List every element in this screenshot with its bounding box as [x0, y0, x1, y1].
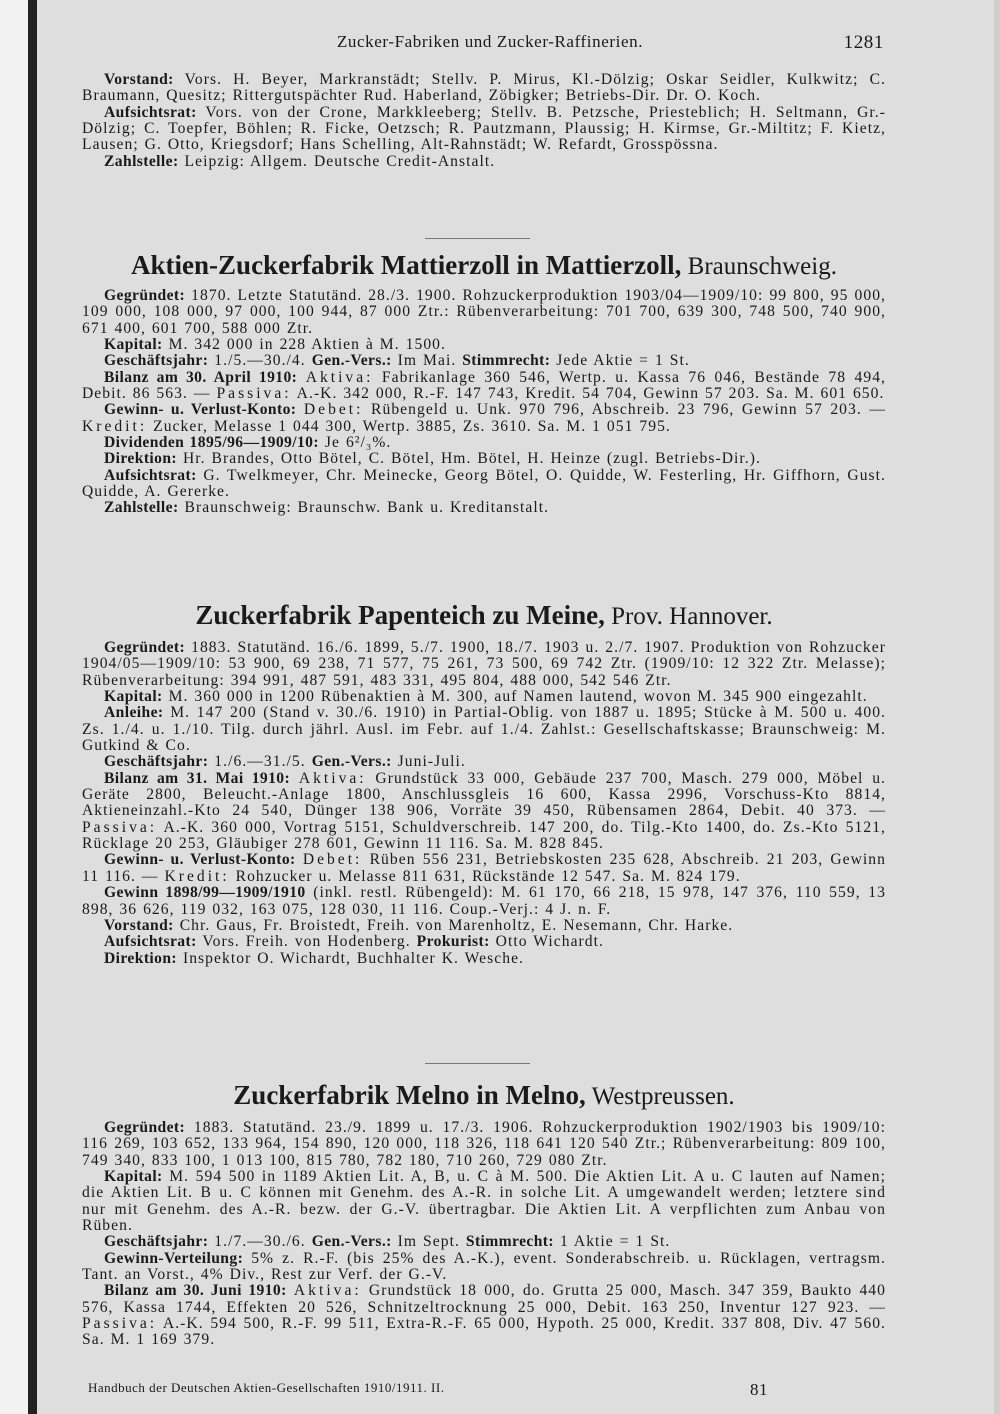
field-text: Inspektor O. Wichardt, Buchhalter K. Wesche.: [177, 949, 525, 967]
entry-paragraph: [82, 1283, 886, 1348]
field-label: Prokurist:: [416, 933, 490, 951]
entry-paragraph: [82, 951, 886, 967]
spaced-term: Debet:: [303, 401, 364, 419]
field-text: A.-K. 360 000, Vortrag 5151, Schuldverschreib. 147 200, do. Tilg.-Kto 1400, do. Zs.-Kto 5121, Rücklage 20 253, Gläubiger 278 601, Gewinn 11 116. Sa. M. 828 845.: [82, 818, 886, 853]
spaced-term: Kredit:: [164, 867, 230, 885]
spaced-term: Aktiva:: [298, 769, 367, 787]
field-text: 1./7.—30./6.: [208, 1233, 312, 1251]
company-title: [82, 598, 886, 634]
field-label: Direktion:: [104, 450, 178, 468]
field-text: Zucker, Melasse 1 044 300, Wertp. 3885, Zs. 3610. Sa. M. 1 051 795.: [147, 417, 671, 435]
field-text: 1883. Statutänd. 23./9. 1899 u. 17./3. 1906. Rohzuckerproduktion 1902/1903 bis 1909/10: 116 269, 103 652, 133 964, 154 890, 120 000, 118 326, 118 641 120 540 Ztr.; Rübenverarbeitung: 809 100, 749 340, 833 100, 1 013 100, 815 780, 782 180, 710 260, 729 080 Ztr.: [82, 1119, 886, 1169]
field-label: Zahlstelle:: [104, 499, 179, 517]
field-label: Kapital:: [104, 1168, 163, 1186]
entry-paragraph: [82, 705, 886, 754]
running-title: Zucker-Fabriken und Zucker-Raffinerien.: [336, 32, 644, 51]
field-text: A.-K. 594 500, R.-F. 99 511, Extra-R.-F. 65 000, Hypoth. 25 000, Kredit. 337 808, Div. 47 560. Sa. M. 1 169 379.: [82, 1315, 886, 1349]
page-footer: [88, 1380, 878, 1399]
field-text: 1./5.—30./4.: [208, 352, 312, 370]
company-name: Aktien-Zuckerfabrik Mattierzoll in Mattierzoll,: [131, 250, 682, 280]
spaced-term: Aktiva:: [293, 1282, 362, 1300]
field-label: Anleihe:: [104, 704, 164, 722]
field-label: Kapital:: [104, 688, 163, 706]
entry-paragraph: [82, 1234, 886, 1250]
section-papenteich: [82, 598, 886, 967]
company-title: [82, 248, 886, 284]
section-divider: [425, 238, 530, 239]
footer-publication: Handbuch der Deutschen Aktien-Gesellschaften 1910/1911. II.: [88, 1380, 445, 1395]
field-label: Direktion:: [104, 949, 178, 967]
field-text: 1883. Statutänd. 16./6. 1899, 5./7. 1900, 18./7. 1903 u. 2./7. 1907. Produktion von Rohzucker 1904/05—1909/10: 53 900, 69 238, 71 577, 75 261, 73 500, 69 742 Ztr. (1909/10: 12 322 Ztr. Melasse); Rübenverarbeitung: 394 991, 487 591, 483 331, 495 804, 488 000, 542 546 Ztr.: [82, 639, 886, 689]
field-text: Je 6²/₃%.: [318, 434, 392, 452]
field-text: Grundstück 33 000, Gebäude 237 700, Masch. 279 000, Möbel u. Geräte 2800, Beleucht.-Anlage 1800, Anschlussgleis 16 600, Kassa 2996, Vorschuss-Kto 8814, Aktieneinzahl.-Kto 24 540, Dünger 138 906, Vorräte 39 450, Rübensamen 2864, Debit. 40 373. —: [82, 769, 886, 820]
entry-paragraph: [82, 435, 886, 451]
company-name: Zuckerfabrik Papenteich zu Meine,: [195, 600, 605, 630]
field-label: Bilanz am 30. Juni 1910:: [104, 1282, 287, 1300]
field-text: M. 147 200 (Stand v. 30./6. 1910) in Partial-Oblig. von 1887 u. 1895; Stücke à M. 500 u. 400. Zs. 1./4. u. 1./10. Tilg. durch jährl. Ausl. im Febr. auf 1./4. Zahlst.: Gesellschaftskasse; Braunschweig: M. Gutkind & Co.: [82, 704, 886, 755]
spaced-term: Aktiva:: [305, 368, 374, 386]
field-label: Aufsichtsrat:: [104, 103, 197, 121]
field-text: Vors. H. Beyer, Markranstädt; Stellv. P. Mirus, Kl.-Dölzig; Oskar Seidler, Kulkwitz; C. Braumann, Quesitz; Rittergutspächter Rud. Haberland, Zöbigker; Betriebs-Dir. Dr. O. Koch.: [82, 71, 886, 105]
field-label: Gen.-Vers.:: [311, 753, 392, 771]
scan-margin: [0, 0, 28, 1414]
field-label: Kapital:: [104, 336, 163, 354]
section-mattierzoll: [82, 248, 886, 517]
field-text: M. 594 500 in 1189 Aktien Lit. A, B, u. C à M. 500. Die Aktien Lit. A u. C lauten auf Namen; die Aktien Lit. B u. C können mit Genehm. des A.-R. in solche Lit. A umgewandelt werden; letztere sind nur mit Genehm. des A.-R. bezw. der G.-V. übertragbar. Die Aktien Lit. A verpflichten zum Anbau von Rüben.: [82, 1168, 886, 1235]
entry-paragraph: [82, 72, 886, 105]
spaced-term: Passiva:: [82, 818, 158, 836]
field-label: Vorstand:: [104, 71, 174, 88]
field-text: [287, 1282, 294, 1299]
company-location: Braunschweig.: [681, 253, 837, 280]
field-label: Gewinn- u. Verlust-Konto:: [104, 851, 296, 869]
spaced-term: Passiva:: [82, 1315, 158, 1333]
field-label: Gegründet:: [104, 1119, 186, 1136]
field-label: Gewinn 1898/99—1909/1910: [104, 884, 306, 902]
field-text: Vors. von der Crone, Markkleeberg; Stellv. B. Petzsche, Priesteblich; H. Seltmann, Gr.-Dölzig; C. Toepfer, Böhlen; R. Ficke, Oetzsch; R. Pautzmann, Plaussig; H. Kirmse, Gr.-Miltitz; F. Kietz, Lausen; G. Otto, Kriegsdorf; Hans Schelling, Alt-Rahnstädt; W. Refardt, Grosspössna.: [82, 103, 886, 154]
field-text: [296, 401, 304, 418]
company-location: Westpreussen.: [585, 1083, 735, 1110]
running-header: [90, 32, 890, 54]
entry-paragraph: [82, 1169, 886, 1234]
spaced-term: Passiva:: [216, 385, 292, 403]
field-text: 1 Aktie = 1 St.: [554, 1233, 671, 1251]
field-text: M. 360 000 in 1200 Rübenaktien à M. 300, auf Namen lautend, wovon M. 345 900 eingezahlt.: [162, 688, 868, 706]
company-location: Prov. Hannover.: [604, 603, 773, 630]
field-text: Otto Wichardt.: [489, 933, 604, 951]
field-label: Dividenden 1895/96—1909/10:: [104, 434, 319, 452]
field-text: 5% z. R.-F. (bis 25% des A.-K.), event. Sonderabschreib. u. Rücklagen, vertragsm. Tant. an Vorst., 4% Div., Rest zur Verf. der G.-V.: [82, 1249, 886, 1284]
section-melno: [82, 1078, 886, 1349]
entry-paragraph: [82, 288, 886, 337]
field-label: Vorstand:: [104, 916, 174, 934]
field-label: Aufsichtsrat:: [104, 933, 197, 951]
section-divider: [425, 1063, 530, 1064]
entry-paragraph: [82, 885, 886, 918]
field-text: Grundstück 18 000, do. Grutta 25 000, Masch. 347 359, Baukto 440 576, Kassa 1744, Effekten 20 526, Schnitzeltrocknung 25 000, Debit. 163 250, Inventur 127 923. —: [82, 1282, 886, 1316]
field-text: Hr. Brandes, Otto Bötel, C. Bötel, Hm. Bötel, H. Heinze (zugl. Betriebs-Dir.).: [177, 450, 761, 468]
entry-paragraph: [82, 451, 886, 467]
entry-paragraph: [82, 468, 886, 501]
field-label: Geschäftsjahr:: [104, 1233, 209, 1251]
page-edge: [994, 0, 1000, 1414]
field-label: Bilanz am 31. Mai 1910:: [104, 769, 291, 787]
field-text: Im Mai.: [391, 352, 463, 370]
entry-paragraph: [82, 337, 886, 353]
section-continuation: [82, 72, 886, 170]
entry-paragraph: [82, 154, 886, 170]
field-label: Stimmrecht:: [465, 1233, 554, 1251]
field-text: [296, 851, 303, 868]
entry-paragraph: [82, 370, 886, 403]
field-text: Chr. Gaus, Fr. Broistedt, Freih. von Marenholtz, E. Nesemann, Chr. Harke.: [173, 916, 734, 934]
entry-paragraph: [82, 500, 886, 516]
entry-paragraph: [82, 918, 886, 934]
field-text: [290, 770, 299, 787]
page-number: 1281: [843, 32, 884, 53]
field-text: Fabrikanlage 360 546, Wertp. u. Kassa 76 046, Bestände 78 494, Debit. 86 563. —: [82, 368, 886, 403]
field-text: (inkl. restl. Rübengeld): M. 61 170, 66 218, 15 978, 147 376, 110 559, 13 898, 36 626, 119 032, 163 075, 128 030, 11 116. Coup.-Verj.: 4 J. n. F.: [82, 884, 886, 918]
entry-paragraph: [82, 754, 886, 770]
signature-mark: 81: [750, 1380, 768, 1399]
entry-paragraph: [82, 1251, 886, 1284]
field-text: Juni-Juli.: [391, 753, 466, 771]
field-text: Leipzig: Allgem. Deutsche Credit-Anstalt.: [178, 152, 496, 170]
field-label: Zahlstelle:: [104, 152, 179, 170]
field-text: M. 342 000 in 228 Aktien à M. 1500.: [162, 336, 446, 354]
entry-paragraph: [82, 402, 886, 435]
field-text: Braunschweig: Braunschw. Bank u. Kreditanstalt.: [178, 499, 550, 517]
field-text: Vors. Freih. von Hodenberg.: [196, 933, 417, 951]
field-text: 1./6.—31./5.: [208, 753, 312, 771]
field-text: 1870. Letzte Statutänd. 28./3. 1900. Rohzuckerproduktion 1903/04—1909/10: 99 800, 95 000, 109 000, 108 000, 97 000, 100 944, 87 000 Ztr.: Rübenverarbeitung: 701 700, 639 300, 748 500, 740 900, 671 400, 601 700, 588 000 Ztr.: [82, 287, 886, 337]
field-label: Geschäftsjahr:: [104, 352, 209, 370]
entry-paragraph: [82, 689, 886, 705]
binding-edge: [28, 0, 37, 1414]
field-text: Rohzucker u. Melasse 811 631, Rückstände 12 547. Sa. M. 824 179.: [229, 867, 741, 885]
field-text: Jede Aktie = 1 St.: [550, 352, 690, 370]
field-label: Stimmrecht:: [462, 352, 551, 370]
entry-paragraph: [82, 105, 886, 154]
entry-paragraph: [82, 640, 886, 689]
entry-paragraph: [82, 771, 886, 853]
field-label: Geschäftsjahr:: [104, 753, 209, 771]
field-text: A.-K. 342 000, R.-F. 147 743, Kredit. 54 704, Gewinn 57 203. Sa. M. 601 650.: [291, 385, 885, 403]
field-label: Gen.-Vers.:: [311, 1233, 392, 1251]
field-label: Aufsichtsrat:: [104, 466, 197, 484]
field-text: G. Twelkmeyer, Chr. Meinecke, Georg Bötel, O. Quidde, W. Festerling, Hr. Giffhorn, Gust. Quidde, A. Gererke.: [82, 466, 886, 501]
field-text: Rübengeld u. Unk. 970 796, Abschreib. 23 796, Gewinn 57 203. —: [363, 401, 886, 419]
entry-paragraph: [82, 353, 886, 369]
field-text: Im Sept.: [391, 1233, 466, 1251]
company-title: [82, 1078, 886, 1114]
field-label: Gen.-Vers.:: [311, 352, 392, 370]
field-label: Gegründet:: [104, 639, 186, 656]
spaced-term: Kredit:: [82, 417, 148, 435]
field-text: Rüben 556 231, Betriebskosten 235 628, Abschreib. 21 203, Gewinn 11 116. —: [82, 851, 887, 885]
entry-paragraph: [82, 852, 886, 885]
field-label: Bilanz am 30. April 1910:: [104, 368, 298, 386]
entry-paragraph: [82, 1120, 886, 1169]
entry-paragraph: [82, 934, 886, 950]
company-name: Zuckerfabrik Melno in Melno,: [233, 1080, 586, 1110]
field-label: Gegründet:: [104, 287, 186, 304]
spaced-term: Debet:: [302, 851, 363, 869]
field-text: [297, 369, 305, 386]
field-label: Gewinn- u. Verlust-Konto:: [104, 401, 297, 419]
field-label: Gewinn-Verteilung:: [104, 1249, 244, 1267]
